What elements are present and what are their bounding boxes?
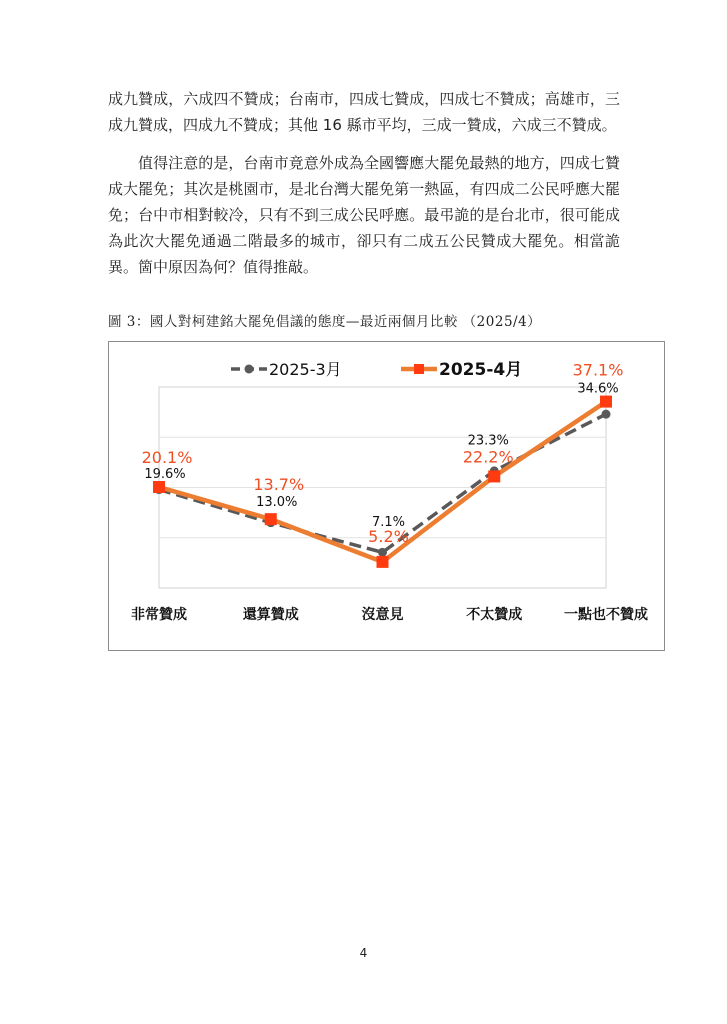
data-label-april: 5.2%	[368, 526, 409, 546]
legend-marker-march	[245, 365, 254, 374]
data-point-april	[488, 470, 500, 482]
x-tick-label: 非常贊成	[131, 607, 187, 623]
legend-label: 2025-4月	[439, 360, 523, 380]
x-tick-label: 一點也不贊成	[564, 607, 648, 623]
data-point-april	[265, 513, 277, 525]
line-chart	[109, 342, 666, 652]
data-label-april: 13.7%	[253, 475, 305, 495]
data-label-march: 19.6%	[144, 466, 186, 482]
data-point-april	[600, 396, 612, 408]
x-tick-label: 還算贊成	[242, 607, 299, 623]
data-label-april: 20.1%	[141, 447, 193, 467]
data-point-march	[602, 410, 611, 419]
legend-label: 2025-3月	[269, 360, 342, 379]
data-point-april	[377, 556, 389, 568]
legend-marker-april	[414, 364, 424, 374]
data-label-march: 7.1%	[371, 514, 406, 530]
x-tick-label: 不太贊成	[466, 607, 523, 623]
data-label-april: 37.1%	[572, 360, 624, 380]
paragraph-1: 成九贊成，六成四不贊成；台南市，四成七贊成，四成七不贊成；高雄市，三成九贊成，四成九不贊成；其他 16 縣市平均，三成一贊成，六成三不贊成。	[108, 90, 620, 134]
data-label-march: 13.0%	[256, 495, 298, 511]
data-label-april: 22.2%	[462, 447, 514, 467]
figure-caption: 圖 3：國人對柯建銘大罷免倡議的態度—最近兩個月比較 （2025/4）	[108, 314, 542, 330]
paragraph-2: 值得注意的是，台南市竟意外成為全國響應大罷免最熱的地方，四成七贊成大罷免；其次是桃園市，是北台灣大罷免第一熱區，有四成二公民呼應大罷免；台中市相對較冷，只有不到三成公民呼應。最弔詭的是台北市，很可能成為此次大罷免通過二階最多的城市，卻只有二成五公民贊成大罷免。相當詭異。箇中原因為何？值得推敲。	[108, 154, 620, 276]
chart-container	[108, 341, 665, 651]
data-point-april	[153, 481, 165, 493]
page-number: 4	[359, 946, 368, 960]
data-point-march	[378, 548, 387, 557]
data-label-march: 34.6%	[577, 381, 619, 397]
data-label-march: 23.3%	[467, 433, 509, 449]
x-tick-label: 沒意見	[361, 607, 404, 623]
